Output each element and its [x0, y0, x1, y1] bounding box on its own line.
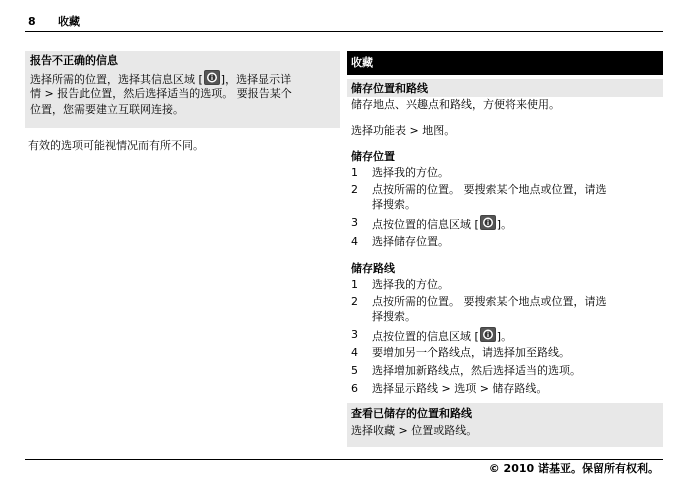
section-title: 收藏 — [58, 15, 80, 28]
step-text-a: 点按位置的信息区域 [ — [372, 330, 479, 343]
info-icon — [204, 70, 220, 85]
page-number: 8 — [28, 15, 36, 28]
note-line-1a: 选择所需的位置，选择其信息区域 [ — [30, 73, 203, 86]
save-location-title: 储存位置 — [351, 150, 395, 163]
step-text: 要增加另一个路线点，请选择加至路线。 — [372, 346, 570, 359]
step-number: 1 — [351, 166, 358, 179]
sec1-body: 储存地点、兴趣点和路线，方便将来使用。 — [351, 98, 560, 111]
step-number: 6 — [351, 382, 358, 395]
note-line-1 — [30, 70, 291, 87]
footer-rule — [25, 459, 663, 460]
note-line-1b: ]，选择显示详 — [220, 73, 292, 86]
note-line-2: 情 > 报告此位置，然后选择适当的选项。 要报告某个 — [30, 87, 292, 100]
step-text: 选择我的方位。 — [372, 278, 449, 291]
step-number: 3 — [351, 216, 358, 229]
step-number: 5 — [351, 364, 358, 377]
copyright: © 2010 诺基亚。保留所有权利。 — [488, 462, 659, 475]
step-text: 选择显示路线 > 选项 > 储存路线。 — [372, 382, 548, 395]
step-number: 1 — [351, 278, 358, 291]
step-text: 选择储存位置。 — [372, 235, 449, 248]
view-body: 选择收藏 > 位置或路线。 — [351, 424, 478, 437]
step-number: 3 — [351, 328, 358, 341]
step-text-cont: 择搜索。 — [372, 198, 416, 211]
step-text-b: ]。 — [496, 218, 513, 231]
step-number: 4 — [351, 346, 358, 359]
step-text — [372, 215, 512, 232]
note-title: 报告不正确的信息 — [30, 54, 118, 67]
step-text: 点按所需的位置。 要搜索某个地点或位置，请选 — [372, 295, 607, 308]
save-route-title: 储存路线 — [351, 262, 395, 275]
note-line-3: 位置，您需要建立互联网连接。 — [30, 103, 184, 116]
step-text — [372, 327, 512, 344]
info-icon — [480, 327, 496, 342]
step-text: 选择增加新路线点，然后选择适当的选项。 — [372, 364, 581, 377]
select-menu-text: 选择功能表 > 地图。 — [351, 124, 456, 137]
step-text-a: 点按位置的信息区域 [ — [372, 218, 479, 231]
view-title: 查看已储存的位置和路线 — [351, 407, 472, 420]
info-icon — [480, 215, 496, 230]
step-text: 选择我的方位。 — [372, 166, 449, 179]
sec1-title: 储存位置和路线 — [351, 82, 428, 95]
step-text: 点按所需的位置。 要搜索某个地点或位置，请选 — [372, 183, 607, 196]
step-text-b: ]。 — [496, 330, 513, 343]
step-number: 2 — [351, 295, 358, 308]
step-text-cont: 择搜索。 — [372, 310, 416, 323]
step-number: 2 — [351, 183, 358, 196]
chapter-title: 收藏 — [351, 56, 373, 69]
left-paragraph: 有效的选项可能视情况而有所不同。 — [28, 139, 204, 152]
chapter-band — [347, 51, 663, 75]
header-rule — [25, 31, 663, 32]
step-number: 4 — [351, 235, 358, 248]
